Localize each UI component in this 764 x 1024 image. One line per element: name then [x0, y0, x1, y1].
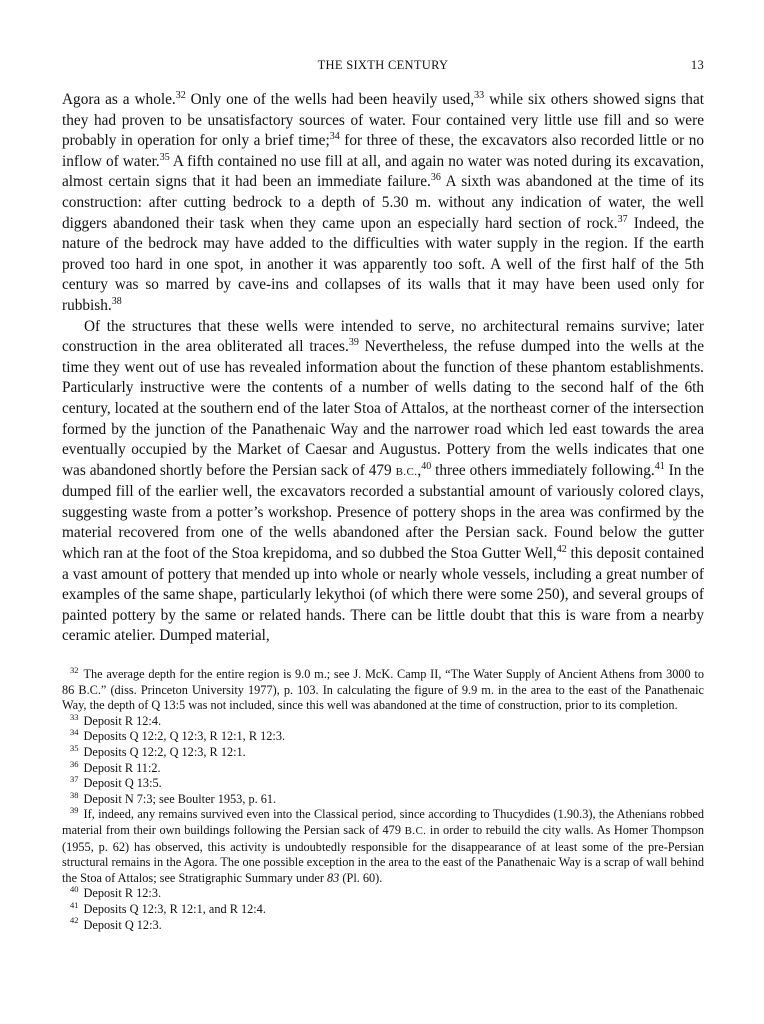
- text-run: three others immediately following.: [431, 461, 655, 479]
- footnote-ref: 36: [430, 172, 441, 184]
- text-run: Deposit Q 13:5.: [83, 776, 162, 791]
- footnote-ref: 38: [111, 295, 122, 307]
- footnote-number: 34: [70, 727, 79, 738]
- body-paragraph: [62, 317, 704, 648]
- footnote: [62, 789, 704, 808]
- text-run: for three of these, the excavators also recorded little or no inflow of water.: [62, 132, 704, 170]
- footnote-number: 33: [70, 711, 79, 722]
- footnote-ref: 32: [175, 89, 186, 101]
- footnote-number: 36: [70, 758, 79, 769]
- footnote: [62, 664, 704, 714]
- text-run: A fifth contained no use fill at all, and again no water was noted during its excavation, almost certain signs that it had been an immediate failure.: [62, 152, 704, 191]
- footnote: [62, 758, 704, 777]
- text-run: If, indeed, any remains survived even into the Classical period, since according to Thucydides (1.90.3), the Athenians robbed material from their own buildings following the Persian sack of 479: [62, 807, 704, 837]
- footnote-ref: 33: [474, 89, 485, 101]
- footnote-ref: 41: [654, 460, 665, 472]
- footnote-number: 32: [70, 664, 79, 675]
- text-run: Of the structures that these wells were intended to serve, no architectural remains survive; later construction in the area obliterated all traces.: [62, 317, 704, 356]
- footnote-number: 41: [70, 899, 79, 910]
- footnote-number: 42: [70, 915, 79, 926]
- text-run: ,: [417, 461, 422, 479]
- footnote-ref: 34: [329, 131, 340, 143]
- text-run: Deposits Q 12:2, Q 12:3, R 12:1.: [83, 745, 246, 759]
- footnote: [62, 915, 704, 934]
- running-header: [62, 58, 704, 78]
- main-text: [62, 90, 704, 647]
- text-run: A sixth was abandoned at the time of its construction: after cutting bedrock to a depth of 5.30 m. without any indication of water, the well diggers abandoned their task when they came upon an especially hard section of rock.: [62, 173, 704, 232]
- text-run: Deposit R 12:4.: [83, 713, 162, 728]
- footnote-number: 37: [70, 774, 79, 785]
- text-run: Indeed, the nature of the bedrock may have added to the difficulties with water supply in the region. If the earth proved too hard in one spot, in another it was apparently too soft. A well of the first half of the 5th century was so marred by cave-ins and collapses of its walls that it may have been used only for rubbish.: [62, 214, 704, 314]
- text-run: while six others showed signs that they had proven to be unsatisfactory sources of water. Four contained very little use fill and so were probably in operation for only a brief time;: [62, 91, 704, 150]
- text-run: Deposit Q 12:3.: [83, 917, 162, 932]
- footnote: [62, 776, 704, 792]
- footnote-number: 40: [70, 884, 79, 895]
- text-run: Deposits Q 12:3, R 12:1, and R 12:4.: [83, 901, 266, 916]
- chapter-title: THE SIXTH CENTURY: [317, 58, 449, 72]
- text-run: Agora as a whole.: [62, 91, 176, 108]
- document-page: [62, 58, 704, 933]
- footnote-number: 35: [70, 742, 79, 753]
- text-run: (Pl. 60).: [339, 870, 383, 885]
- footnote: [62, 711, 704, 730]
- footnote: [62, 742, 704, 761]
- footnote-number: 38: [70, 789, 79, 800]
- footnote: [62, 886, 704, 902]
- text-run: In the dumped fill of the earlier well, the excavators recorded a substantial amount of variously colored clays, suggesting waste from a potter’s workshop. Presence of pottery shops in the area was confirmed by the material recovered from one of the wells abandoned after the Persian sack. Found below the gutter which ran at the foot of the Stoa krepidoma, and so dubbed the Stoa Gutter Well,: [62, 461, 704, 563]
- footnote-ref: 40: [421, 460, 432, 472]
- text-run: Only one of the wells had been heavily used,: [185, 91, 475, 108]
- small-caps-text: B.C.: [395, 465, 418, 478]
- footnote-ref: 35: [159, 151, 170, 163]
- footnote-number: 39: [70, 805, 79, 816]
- text-run: Deposit N 7:3; see Boulter 1953, p. 61.: [83, 791, 277, 806]
- footnote-ref: 39: [348, 337, 359, 349]
- text-run: Deposit R 11:2.: [83, 760, 161, 775]
- text-run: Nevertheless, the refuse dumped into the wells at the time they went out of use has revealed information about the function of these phantom establishments. Particularly instructive were the contents of a number of wells dating to the second half of the 6th century, located at the southern end of the later Stoa of Attalos, at the northeast corner of the intersection formed by the junction of the Panathenaic Way and the narrower road which led east towards the area eventually occupied by the Market of Caesar and Augustus. Pottery from the wells indicates that one was abandoned shortly before the Persian sack of 479: [62, 338, 704, 479]
- body-paragraph: [62, 90, 704, 317]
- footnote-ref: 42: [556, 543, 567, 555]
- italic-text: 83: [327, 870, 340, 885]
- text-run: The average depth for the entire region is 9.0 m.; see J. McK. Camp II, “The Water Supply of Ancient Athens from 3000 to 86 B.C.” (diss. Princeton University 1977), p. 103. In calculating the figure of 9.9 m. in the area to the east of the Panathenaic Way, the depth of Q 13:5 was not included, since this well was abandoned at the time of construction, prior to its completion.: [62, 667, 704, 713]
- footnote-ref: 37: [617, 213, 628, 225]
- small-caps-text: B.C.: [404, 824, 427, 837]
- footnote: [62, 729, 704, 745]
- text-run: this deposit contained a vast amount of pottery that mended up into whole or nearly whole vessels, including a great number of examples of the same shape, particularly lekythoi (of which there were some 250), and several groups of painted pottery by the same or related hands. There can be little doubt that this is ware from a nearby ceramic atelier. Dumped material,: [62, 545, 704, 645]
- footnote: [62, 807, 704, 886]
- text-run: Deposits Q 12:2, Q 12:3, R 12:1, R 12:3.: [83, 729, 286, 744]
- footnote: [62, 899, 704, 918]
- text-run: Deposit R 12:3.: [83, 886, 162, 901]
- text-run: in order to rebuild the city walls. As Homer Thompson (1955, p. 62) has observed, this activity is undoubtedly responsible for the disappearance of at least some of the pre-Persian structural remains in the Agora. The one possible exception in the area to the east of the Panathenaic Way is a scrap of wall behind the Stoa of Attalos; see Stratigraphic Summary under: [62, 822, 704, 885]
- page-number: 13: [690, 58, 704, 72]
- footnotes: [62, 664, 704, 933]
